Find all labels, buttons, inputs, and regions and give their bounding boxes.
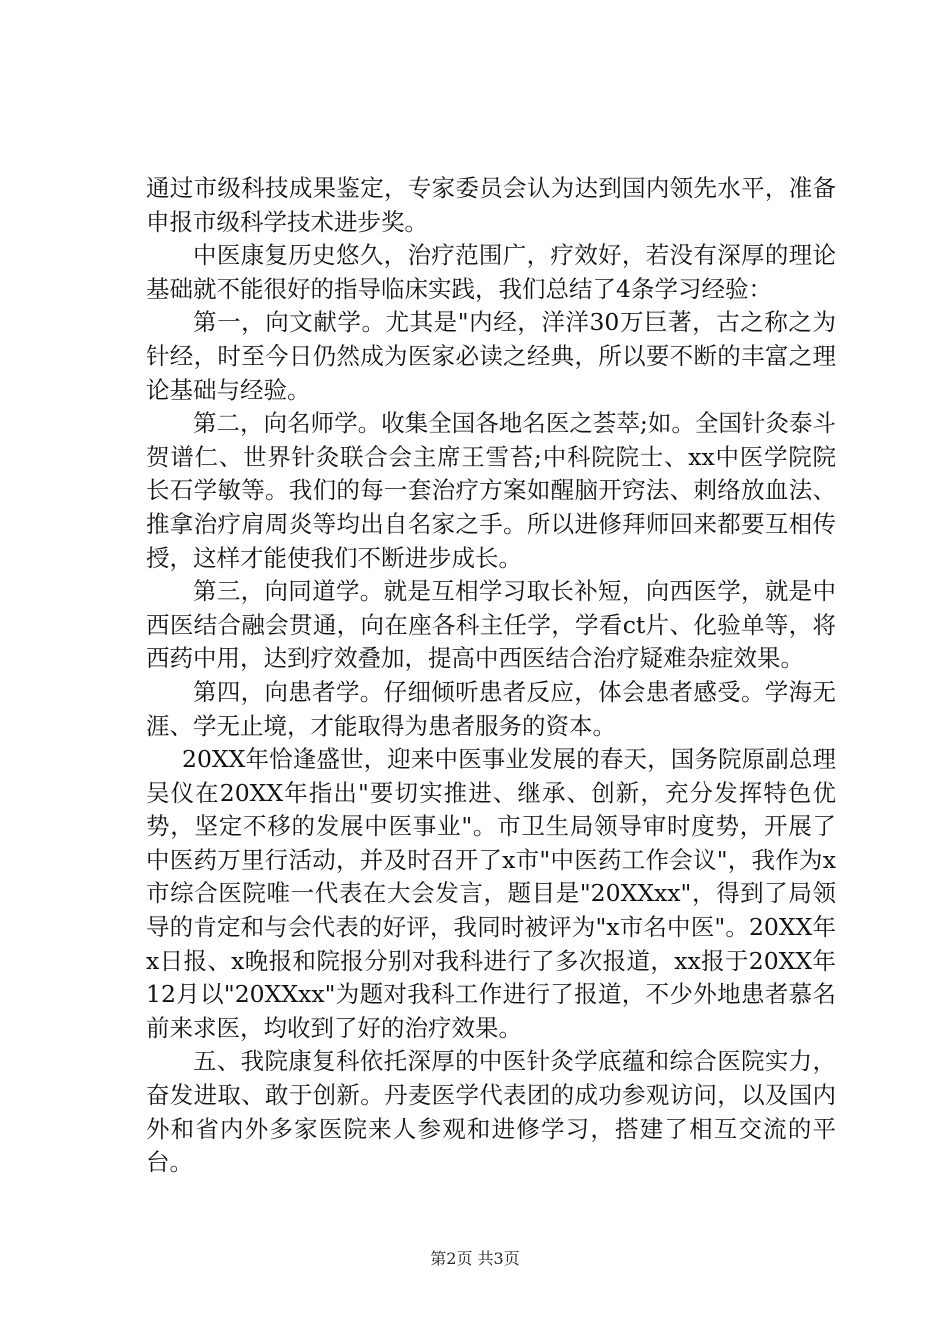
paragraph-learn-patients: 第四，向患者学。仔细倾听患者反应，体会患者感受。学海无涯、学无止境，才能取得为患者服务的资本。 (146, 677, 836, 740)
paragraph-tcm-rehab-intro: 中医康复历史悠久，治疗范围广，疗效好，若没有深厚的理论基础就不能很好的指导临床实践，我们总结了4条学习经验： (146, 241, 836, 303)
paragraph-learn-literature: 第一，向文献学。尤其是"内经，洋洋30万巨著，古之称之为针经，时至今日仍然成为医家必读之经典，所以要不断的丰富之理论基础与经验。 (146, 308, 836, 404)
paragraph-learn-masters: 第二，向名师学。收集全国各地名医之荟萃;如。全国针灸泰斗贺谱仁、世界针灸联合会主席王雪苔;中科院院士、xx中医学院院长石学敏等。我们的每一套治疗方案如醒脑开窍法、刺络放血法、推拿治疗肩周炎等均出自名家之手。所以进修拜师回来都要互相传授，这样才能使我们不断进步成长。 (146, 409, 836, 572)
paragraph-20xx-development: 20XX年恰逢盛世，迎来中医事业发展的春天，国务院原副总理吴仪在20XX年指出"要切实推进、继承、创新，充分发挥特色优势，坚定不移的发展中医事业"。市卫生局领导审时度势，开展了中医药万里行活动，并及时召开了x市"中医药工作会议"，我作为x市综合医院唯一代表在大会发言，题目是"20XXxx"，得到了局领导的肯定和与会代表的好评，我同时被评为"x市名中医"。20XX年x日报、x晚报和院报分别对我科进行了多次报道，xx报于20XX年12月以"20XXxx"为题对我科工作进行了报道，不少外地患者慕名前来求医，均收到了好的治疗效果。 (146, 745, 836, 1042)
document-body (146, 172, 836, 1180)
paragraph-continuation: 通过市级科技成果鉴定，专家委员会认为达到国内领先水平，准备申报市级科学技术进步奖。 (146, 174, 836, 236)
paragraph-learn-peers: 第三，向同道学。就是互相学习取长补短，向西医学，就是中西医结合融会贯通，向在座各科主任学，学看ct片、化验单等，将西药中用，达到疗效叠加，提高中西医结合治疗疑难杂症效果。 (146, 577, 836, 673)
paragraph-section-five: 五、我院康复科依托深厚的中医针灸学底蕴和综合医院实力，奋发进取、敢于创新。丹麦医学代表团的成功参观访问，以及国内外和省内外多家医院来人参观和进修学习，搭建了相互交流的平台。 (146, 1047, 836, 1177)
page-number-footer: 第2页 共3页 (430, 1249, 520, 1268)
